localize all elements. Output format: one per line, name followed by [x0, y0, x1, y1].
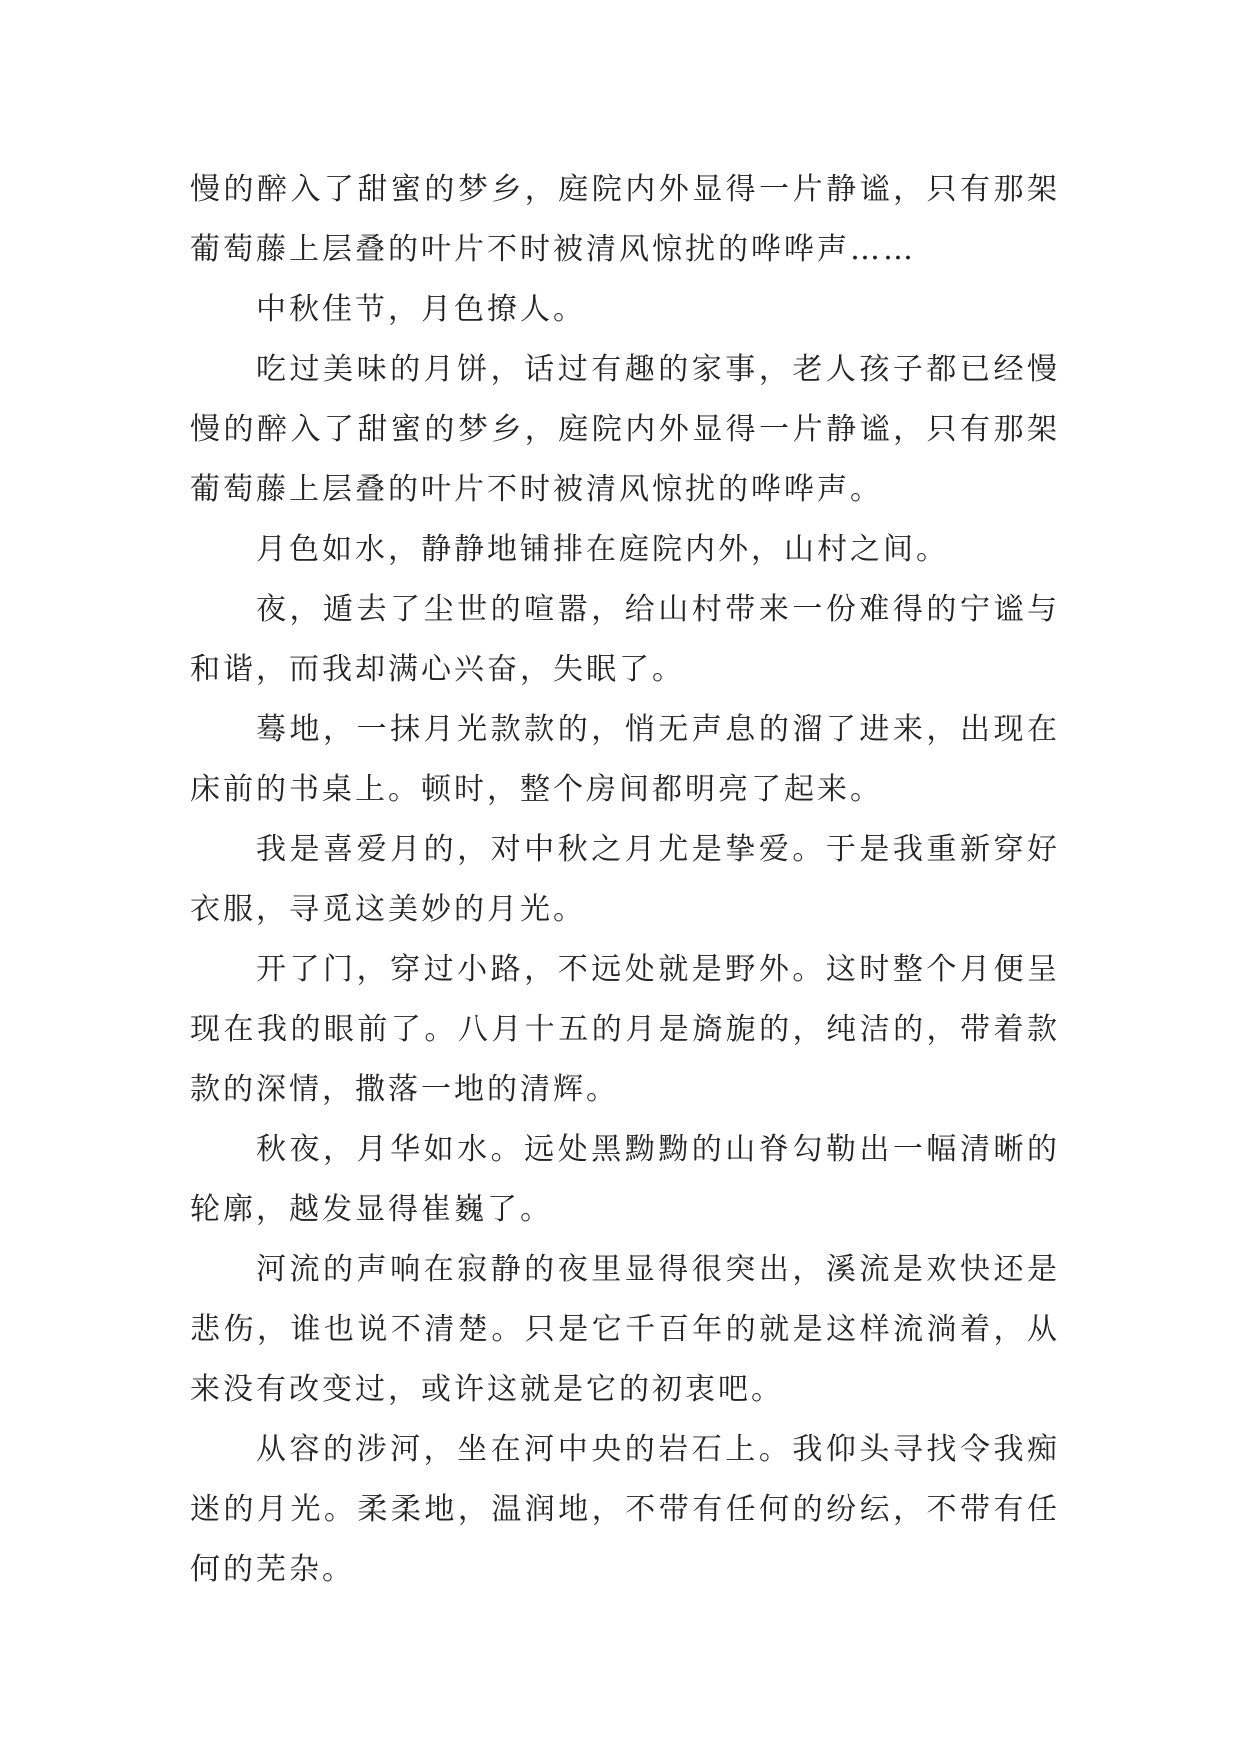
paragraph: 秋夜，月华如水。远处黑黝黝的山脊勾勒出一幅清晰的轮廓，越发显得崔巍了。 — [190, 1132, 1060, 1227]
paragraph: 河流的声响在寂静的夜里显得很突出，溪流是欢快还是悲伤，谁也说不清楚。只是它千百年的就是这样流淌着，从来没有改变过，或许这就是它的初衷吧。 — [190, 1252, 1060, 1407]
paragraph: 中秋佳节，月色撩人。 — [256, 292, 586, 327]
paragraph: 吃过美味的月饼，话过有趣的家事，老人孩子都已经慢慢的醉入了甜蜜的梦乡，庭院内外显得一片静谧，只有那架葡萄藤上层叠的叶片不时被清风惊扰的哗哗声。 — [190, 352, 1060, 507]
paragraph: 从容的涉河，坐在河中央的岩石上。我仰头寻找令我痴迷的月光。柔柔地，温润地，不带有任何的纷纭，不带有任何的芜杂。 — [190, 1432, 1060, 1587]
paragraph: 夜，遁去了尘世的喧嚣，给山村带来一份难得的宁谧与和谐，而我却满心兴奋，失眠了。 — [190, 592, 1060, 687]
paragraph-continued: 慢的醉入了甜蜜的梦乡，庭院内外显得一片静谧，只有那架葡萄藤上层叠的叶片不时被清风惊扰的哗哗声…… — [190, 172, 1060, 267]
paragraph: 蓦地，一抹月光款款的，悄无声息的溜了进来，出现在床前的书桌上。顿时，整个房间都明亮了起来。 — [190, 712, 1060, 807]
document-body — [190, 160, 1060, 1600]
paragraph: 月色如水，静静地铺排在庭院内外，山村之间。 — [256, 532, 949, 567]
paragraph: 开了门，穿过小路，不远处就是野外。这时整个月便呈现在我的眼前了。八月十五的月是旖旎的，纯洁的，带着款款的深情，撒落一地的清辉。 — [190, 952, 1060, 1107]
paragraph: 我是喜爱月的，对中秋之月尤是挚爱。于是我重新穿好衣服，寻觅这美妙的月光。 — [190, 832, 1060, 927]
